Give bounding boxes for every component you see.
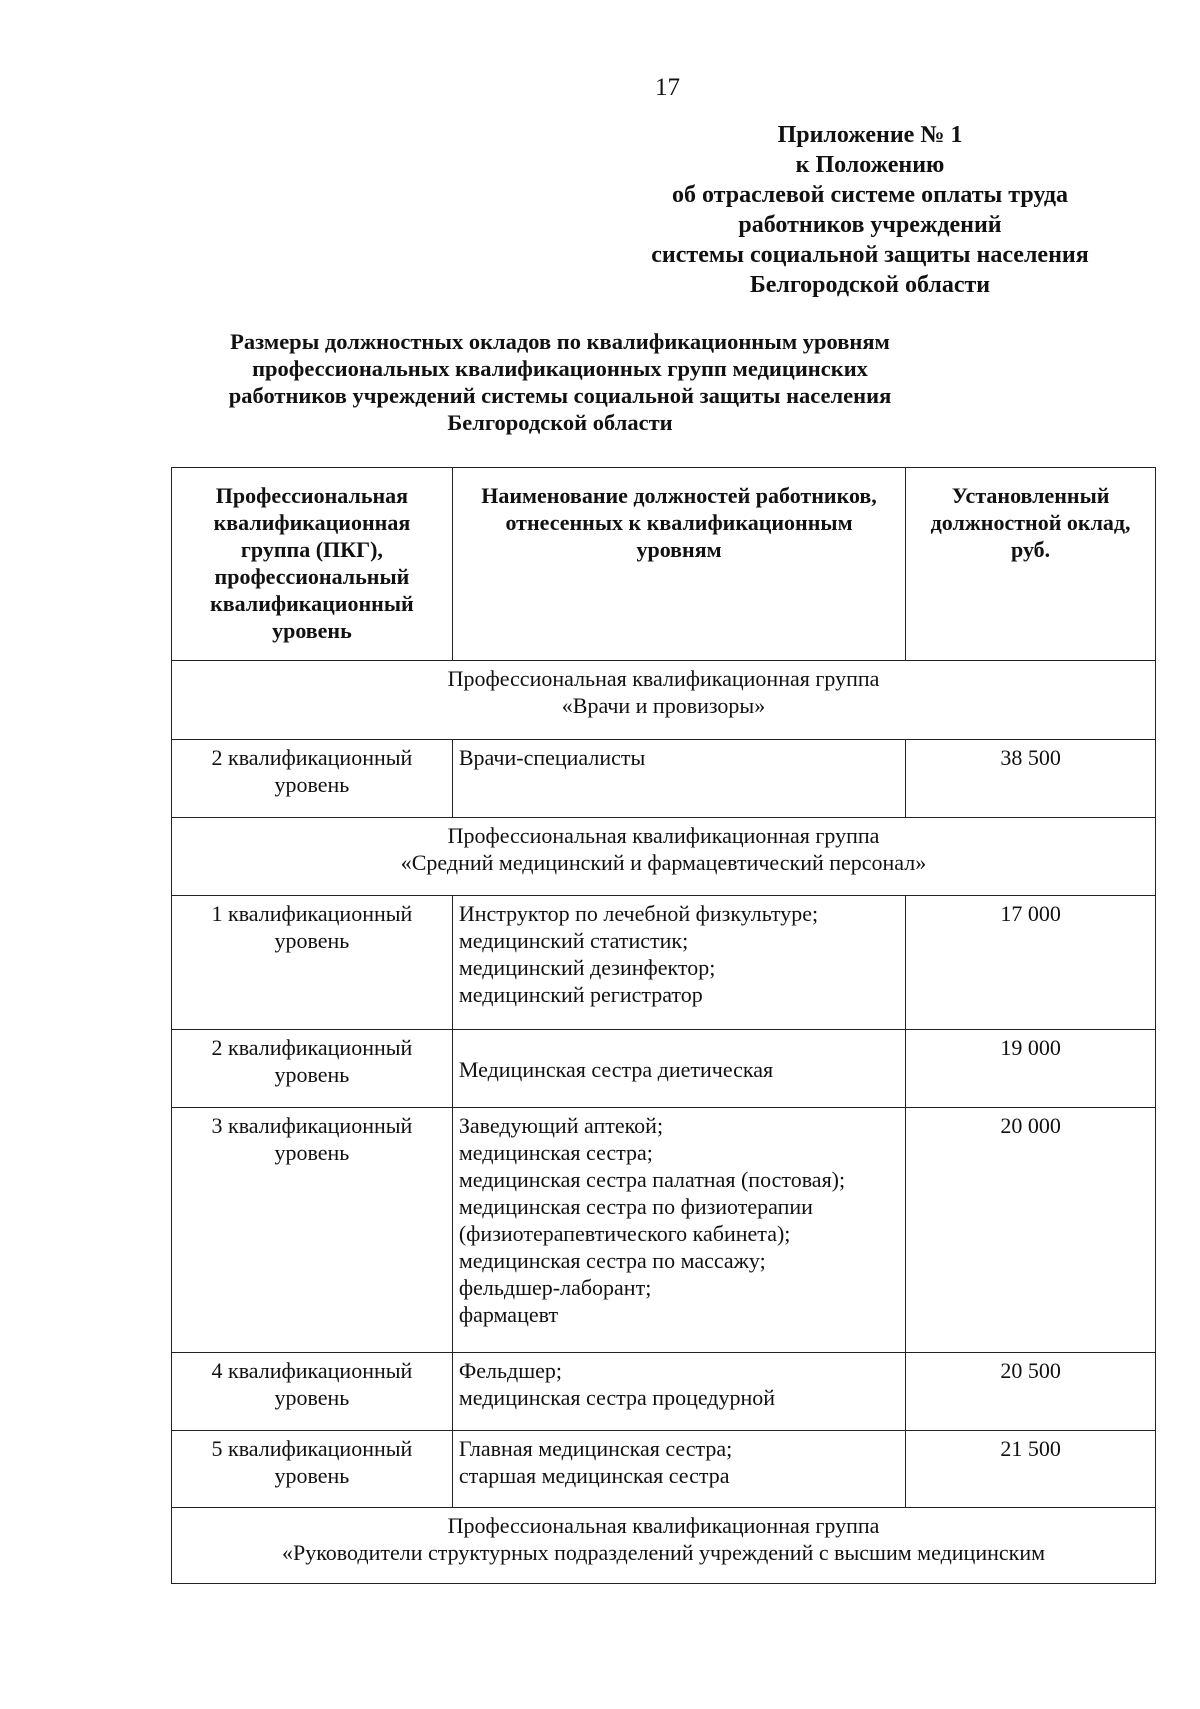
header-text: Профессиональная — [215, 483, 409, 508]
level-cell — [172, 1353, 453, 1431]
appendix-line: к Положению — [795, 152, 945, 178]
level-cell — [172, 1431, 453, 1508]
positions-cell — [452, 1431, 905, 1508]
positions-cell — [452, 896, 905, 1030]
table-row — [172, 1353, 1156, 1431]
appendix-line: работников учреждений — [738, 212, 1002, 238]
appendix-line: Приложение № 1 — [777, 122, 963, 148]
group-title-line: Профессиональная квалификационная группа — [447, 666, 880, 691]
group-title-line: «Врачи и провизоры» — [561, 693, 766, 718]
title-line: работников учреждений системы социальной защиты населения — [228, 383, 892, 408]
position-text: медицинская сестра; — [458, 1140, 653, 1165]
title-line: Размеры должностных окладов по квалификационным уровням — [230, 329, 890, 354]
header-text: уровень — [272, 618, 352, 643]
header-text: профессиональный — [214, 564, 410, 589]
level-cell — [172, 1030, 453, 1108]
positions-cell — [452, 740, 905, 818]
positions-cell — [452, 1030, 905, 1108]
group-title-line: «Средний медицинский и фармацевтический персонал» — [400, 850, 927, 875]
header-text: отнесенных к квалификационным — [505, 510, 853, 535]
group-title-line: Профессиональная квалификационная группа — [447, 823, 880, 848]
position-text: фельдшер-лаборант; — [458, 1275, 652, 1300]
level-text: уровень — [274, 1062, 350, 1087]
position-text: медицинский регистратор — [458, 982, 703, 1007]
group-row-managers — [172, 1508, 1156, 1584]
level-text: уровень — [274, 1463, 350, 1488]
header-text: уровням — [636, 537, 722, 562]
level-text: уровень — [274, 772, 350, 797]
position-text: медицинский дезинфектор; — [458, 955, 716, 980]
appendix-line: Белгородской области — [749, 272, 991, 298]
header-text: квалификационный — [210, 591, 414, 616]
appendix-line: об отраслевой системе оплаты труда — [671, 182, 1069, 208]
header-text: должностной оклад, — [930, 510, 1131, 535]
level-text: уровень — [274, 1140, 350, 1165]
position-text: медицинская сестра процедурной — [458, 1385, 776, 1410]
position-text: Заведующий аптекой; — [458, 1113, 664, 1138]
level-text: 5 квалификационный — [211, 1436, 413, 1461]
page-number: 17 — [655, 74, 680, 101]
position-text: старшая медицинская сестра — [458, 1463, 730, 1488]
header-positions — [452, 468, 905, 661]
position-text: Инструктор по лечебной физкультуре; — [458, 901, 819, 926]
table-row — [172, 1030, 1156, 1108]
level-text: уровень — [274, 1385, 350, 1410]
table-header-row — [172, 468, 1156, 661]
appendix-heading — [600, 120, 1140, 300]
group-title-line: «Руководители структурных подразделений учреждений с высшим медицинским — [281, 1540, 1046, 1565]
level-text: 1 квалификационный — [211, 901, 413, 926]
group-title — [172, 1508, 1156, 1584]
salary-cell: 20 000 — [906, 1108, 1156, 1353]
level-text: 3 квалификационный — [211, 1113, 413, 1138]
position-text: медицинская сестра палатная (постовая); — [458, 1167, 846, 1192]
title-line: Белгородской области — [447, 410, 673, 435]
level-cell — [172, 740, 453, 818]
salary-cell: 17 000 — [906, 896, 1156, 1030]
header-text: квалификационная — [213, 510, 411, 535]
salary-table — [171, 467, 1156, 1584]
table-row — [172, 1108, 1156, 1353]
position-text: медицинский статистик; — [458, 928, 689, 953]
header-text: руб. — [1011, 537, 1051, 562]
group-title — [172, 818, 1156, 896]
level-cell — [172, 1108, 453, 1353]
position-text: Медицинская сестра диетическая — [458, 1057, 774, 1082]
positions-cell — [452, 1353, 905, 1431]
group-row-doctors — [172, 661, 1156, 740]
header-text: Наименование должностей работников, — [481, 483, 877, 508]
table-row — [172, 896, 1156, 1030]
level-text: 2 квалификационный — [211, 745, 413, 770]
group-title — [172, 661, 1156, 740]
table-row — [172, 740, 1156, 818]
position-text: медицинская сестра по массажу; — [458, 1248, 766, 1273]
salary-cell: 20 500 — [906, 1353, 1156, 1431]
title-line: профессиональных квалификационных групп медицинских — [252, 356, 868, 381]
header-text: Установленный — [951, 483, 1110, 508]
position-text: (физиотерапевтического кабинета); — [458, 1221, 791, 1246]
level-text: уровень — [274, 928, 350, 953]
position-text: Главная медицинская сестра; — [458, 1436, 733, 1461]
level-cell — [172, 896, 453, 1030]
appendix-line: системы социальной защиты населения — [651, 242, 1089, 268]
header-group-level — [172, 468, 453, 661]
position-text: Фельдшер; — [458, 1358, 563, 1383]
level-text: 2 квалификационный — [211, 1035, 413, 1060]
salary-cell: 19 000 — [906, 1030, 1156, 1108]
group-title-line: Профессиональная квалификационная группа — [447, 1513, 880, 1538]
salary-cell: 38 500 — [906, 740, 1156, 818]
header-text: группа (ПКГ), — [240, 537, 383, 562]
salary-cell: 21 500 — [906, 1431, 1156, 1508]
position-text: медицинская сестра по физиотерапии — [458, 1194, 813, 1219]
table-row — [172, 1431, 1156, 1508]
positions-cell — [452, 1108, 905, 1353]
position-text: фармацевт — [458, 1302, 559, 1327]
header-salary — [906, 468, 1156, 661]
level-text: 4 квалификационный — [211, 1358, 413, 1383]
group-row-nursing — [172, 818, 1156, 896]
position-text: Врачи-специалисты — [458, 745, 646, 770]
document-title — [180, 328, 940, 436]
